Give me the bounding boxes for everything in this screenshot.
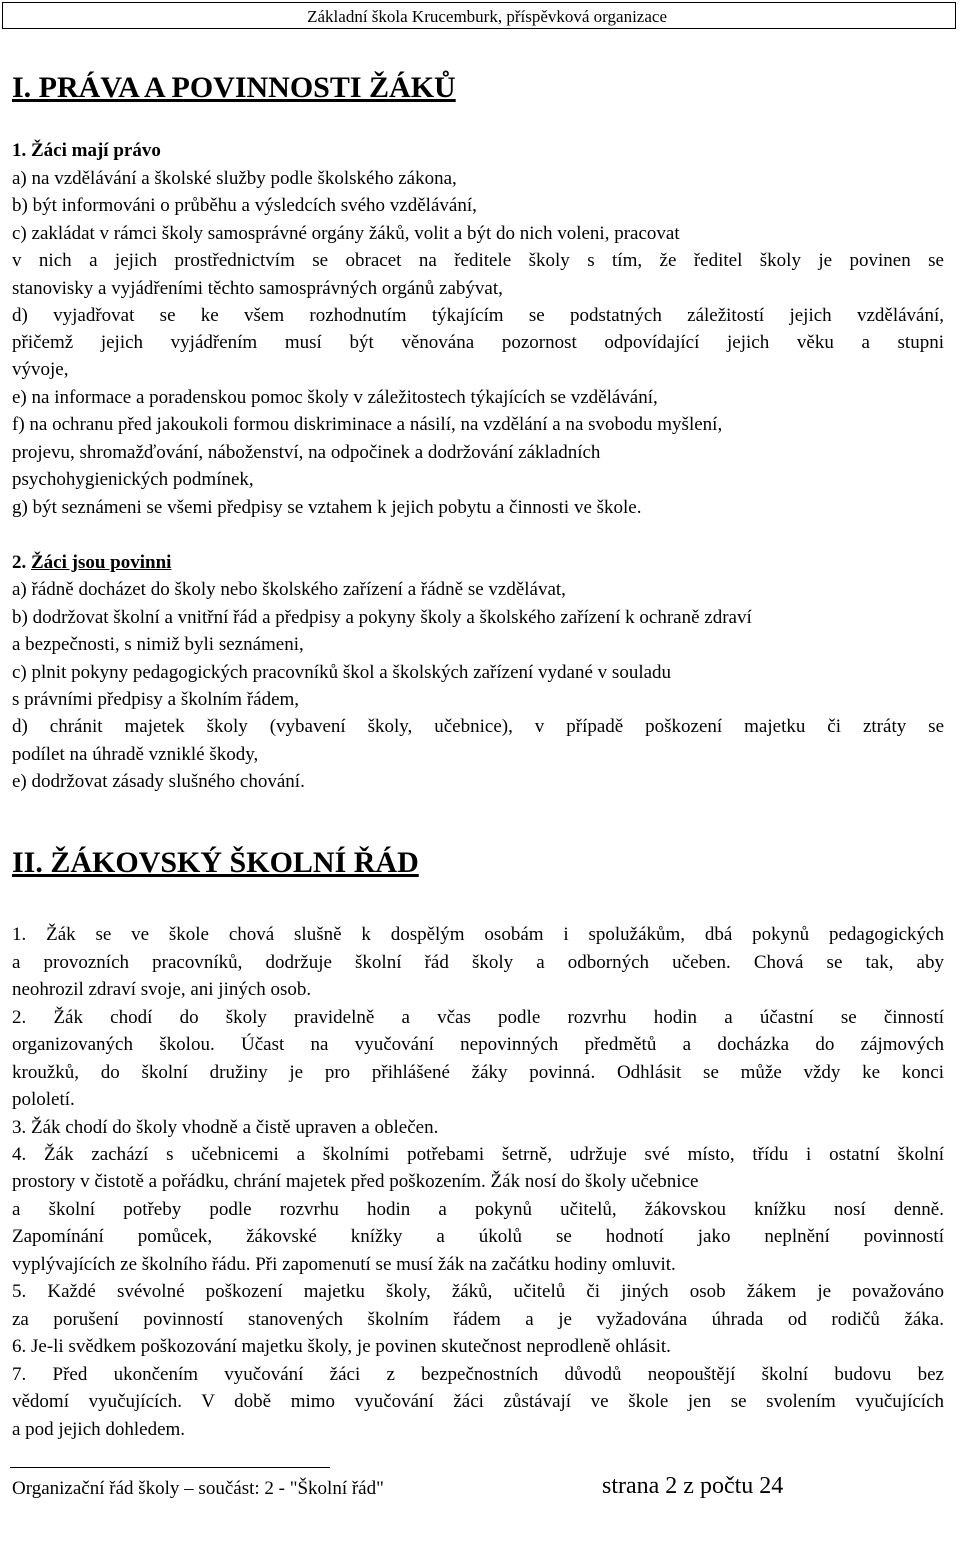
rules-line: vyplývajících ze školního řádu. Při zapomenutí se musí žák na začátku hodiny omluvit. [12, 1254, 676, 1275]
rights-line: e) na informace a poradenskou pomoc školy v záležitostech týkajících se vzdělávání, [12, 387, 658, 408]
rights-line: b) být informováni o průběhu a výsledcích svého vzdělávání, [12, 195, 477, 216]
rules-line: 6. Je-li svědkem poškozování majetku školy, je povinen skutečnost neprodleně ohlásit. [12, 1336, 671, 1357]
duties-line: a) řádně docházet do školy nebo školského zařízení a řádně se vzdělávat, [12, 579, 566, 600]
duties-line: c) plnit pokyny pedagogických pracovníků škol a školských zařízení vydané v souladu [12, 662, 672, 683]
page-header [2, 2, 956, 29]
rights-line: v nich a jejich prostřednictvím se obracet na ředitele školy s tím, že ředitel školy je povinen se [12, 250, 944, 271]
duties-line: s právními předpisy a školním řádem, [12, 689, 300, 710]
section2-title: II. ŽÁKOVSKÝ ŠKOLNÍ ŘÁD [12, 846, 419, 879]
rules-line: organizovaných školou. Účast na vyučování nepovinných předmětů a docházka do zájmových [12, 1034, 944, 1055]
rules-line: 4. Žák zachází s učebnicemi a školními potřebami šetrně, udržuje své místo, třídu i ostatní školní [12, 1144, 944, 1165]
footer-document-name: Organizační řád školy – součást: 2 - "Školní řád" [12, 1478, 384, 1499]
section1-title: I. PRÁVA A POVINNOSTI ŽÁKŮ [12, 71, 456, 104]
duties-line: podílet na úhradě vzniklé škody, [12, 744, 259, 765]
rules-line: 1. Žák se ve škole chová slušně k dospělým osobám i spolužákům, dbá pokynů pedagogických [12, 924, 944, 945]
rules-line: kroužků, do školní družiny je pro přihlášené žáky povinná. Odhlásit se může vždy ke konci [12, 1062, 944, 1083]
rights-line: d) vyjadřovat se ke všem rozhodnutím týkajícím se podstatných záležitostí jejich vzdělávání, [12, 305, 944, 326]
rights-line: a) na vzdělávání a školské služby podle školského zákona, [12, 168, 457, 189]
rules-line: a školní potřeby podle rozvrhu hodin a pokynů učitelů, žákovskou knížku nosí denně. [12, 1199, 944, 1220]
footer-divider [10, 1467, 330, 1468]
rules-line: vědomí vyučujících. V době mimo vyučování žáci zůstávají ve škole jen se svolením vyučujících [12, 1391, 944, 1412]
rights-line: vývoje, [12, 359, 69, 380]
rules-line: 2. Žák chodí do školy pravidelně a včas podle rozvrhu hodin a účastní se činností [12, 1007, 944, 1028]
footer-page-number: strana 2 z počtu 24 [602, 1473, 784, 1499]
duties-heading-number: 2. [12, 552, 31, 573]
rights-line: stanovisky a vyjádřeními těchto samosprávných orgánů zabývat, [12, 278, 503, 299]
rights-line: c) zakládat v rámci školy samosprávné orgány žáků, volit a být do nich voleni, pracovat [12, 223, 680, 244]
duties-line: d) chránit majetek školy (vybavení školy, učebnice), v případě poškození majetku či ztráty se [12, 716, 944, 737]
rules-line: pololetí. [12, 1089, 75, 1110]
rules-line: 3. Žák chodí do školy vhodně a čistě upraven a oblečen. [12, 1117, 439, 1138]
duties-line: a bezpečnosti, s nimiž byli seznámeni, [12, 634, 304, 655]
rights-line: f) na ochranu před jakoukoli formou diskriminace a násilí, na vzdělání a na svobodu myšlení, [12, 414, 723, 435]
rights-line: g) být seznámeni se všemi předpisy se vztahem k jejich pobytu a činnosti ve škole. [12, 497, 642, 518]
header-organization: Základní škola Krucemburk, příspěvková organizace [307, 7, 667, 26]
duties-heading [12, 549, 944, 576]
duties-line: b) dodržovat školní a vnitřní řád a předpisy a pokyny školy a školského zařízení k ochraně zdraví [12, 607, 752, 628]
rules-line: a pod jejich dohledem. [12, 1419, 186, 1440]
rules-line: prostory v čistotě a pořádku, chrání majetek před poškozením. Žák nosí do školy učebnice [12, 1171, 699, 1192]
rules-line: 5. Každé svévolné poškození majetku školy, žáků, učitelů či jiných osob žákem je považováno [12, 1281, 944, 1302]
duties-heading-text: Žáci jsou povinni [31, 552, 172, 573]
rights-line: psychohygienických podmínek, [12, 469, 254, 490]
rights-line: přičemž jejich vyjádřením musí být věnována pozornost odpovídající jejich věku a stupni [12, 332, 944, 353]
rules-line: a provozních pracovníků, dodržuje školní řád školy a odborných učeben. Chová se tak, aby [12, 952, 944, 973]
rules-line: Zapomínání pomůcek, žákovské knížky a úkolů se hodnotí jako neplnění povinností [12, 1226, 944, 1247]
rights-line: projevu, shromažďování, náboženství, na odpočinek a dodržování základních [12, 442, 601, 463]
rules-line: 7. Před ukončením vyučování žáci z bezpečnostních důvodů neopouštějí školní budovu bez [12, 1364, 944, 1385]
rights-heading: 1. Žáci mají právo [12, 140, 161, 161]
rules-line: neohrozil zdraví svoje, ani jiných osob. [12, 979, 312, 1000]
duties-line: e) dodržovat zásady slušného chování. [12, 771, 305, 792]
rules-line: za porušení povinností stanovených školním řádem a je vyžadována úhrada od rodičů žáka. [12, 1309, 944, 1330]
